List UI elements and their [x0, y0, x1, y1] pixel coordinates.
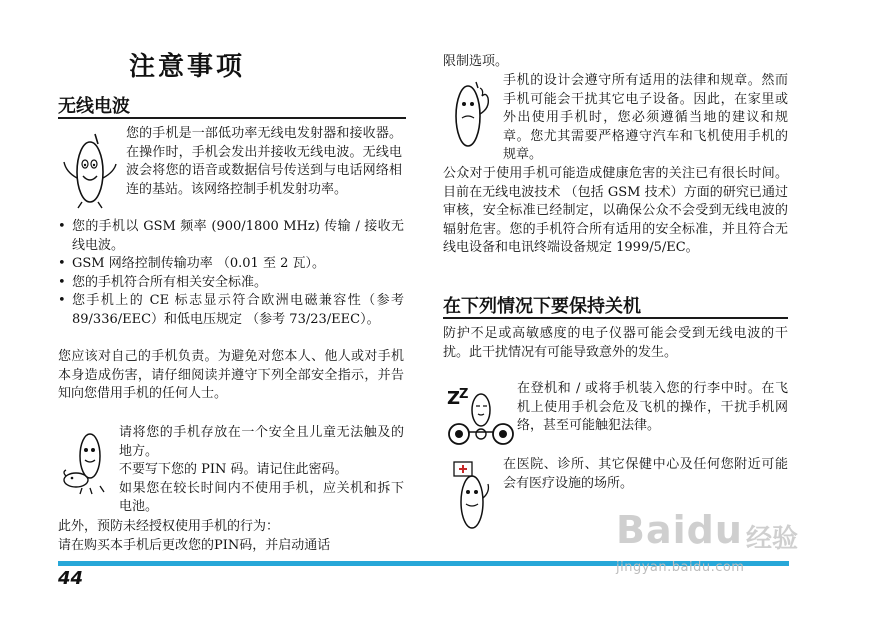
unauthorized-text: 此外，预防未经授权使用手机的行为：: [58, 519, 280, 534]
phone-mascot-icon: [60, 128, 122, 210]
list-item: • GSM 网络控制传输功率 （0.01 至 2 瓦）。: [58, 255, 404, 274]
section-rule: [443, 317, 788, 319]
storage-text: [119, 424, 404, 517]
pin-change-text: 请在购买本手机后更改您的PIN码，并启动通话: [58, 538, 331, 553]
section-rule: [58, 117, 406, 119]
watermark-brand: Bai: [616, 508, 687, 552]
design-text: 手机的设计会遵守所有适用的法律和规章。然而手机可能会干扰其它电子设备。因此，在家里或外出使用手机时，您必须遵循当地的建议和规章。您尤其需要严格遵守汽车和飞机使用手机的规章。: [503, 73, 788, 162]
svg-text:Z: Z: [447, 388, 461, 409]
storage-line-2: 不要写下您的 PIN 码。请记住此密码。: [119, 462, 348, 477]
continued-text: 限制选项。: [443, 54, 509, 69]
watermark-cn: 经验: [746, 524, 799, 554]
plane-text: 在登机和 / 或将手机装入您的行李中时。在飞机上使用手机会危及飞机的操作，干扰手机网络，甚至可能触犯法律。: [517, 381, 788, 433]
sleeping-plane-mascot-icon: [445, 382, 515, 450]
phone-medical-icon: [448, 458, 498, 534]
svg-text:Z: Z: [459, 387, 469, 402]
health-text: 公众对于使用手机可能造成健康危害的关注已有很长时间。目前在无线电波技术 （包括 GSM 技术）方面的研究已通过审核，安全标准已经制定，以确保公众不会受到无线电波的辐射危害。您的手机符合所有适用的安全标准，并且符合无线电设备和电讯终端设备规定 1999/5/EC。: [443, 166, 788, 255]
design-text-block: [443, 72, 788, 165]
hospital-text: 在医院、诊所、其它保健中心及任何您附近可能会有医疗设施的场所。: [503, 457, 788, 491]
list-item: • 您的手机符合所有相关安全标准。: [58, 274, 404, 293]
storage-line-3: 如果您在较长时间内不使用手机，应关机和拆下电池。: [119, 480, 404, 514]
phone-with-dog-icon: [60, 428, 116, 498]
radio-intro: 您的手机是一部低功率无线电发射器和接收器。在操作时，手机会发出并接收无线电波。无线电波会将您的语音或数据信号传送到与电话网络相连的基站。该网络控制手机发射功率。: [126, 126, 402, 197]
watermark-url: jingyan.baidu.com: [616, 560, 745, 575]
list-item: • 您手机上的 CE 标志显示符合欧洲电磁兼容性（参考 89/336/EEC）和低电压规定 （参考 73/23/EEC）。: [58, 292, 404, 329]
section-heading-switch-off: 在下列情况下要保持关机: [443, 296, 641, 317]
watermark-brand-du: du: [686, 508, 743, 552]
page-number: 44: [58, 568, 84, 589]
switch-off-intro: 防护不足或高敏感度的电子仪器可能会受到无线电波的干扰。此干扰情况有可能导致意外的发生。: [443, 326, 788, 360]
radio-bullet-list: [58, 218, 404, 329]
list-item: • 您的手机以 GSM 频率 (900/1800 MHz) 传输 / 接收无线电波。: [58, 218, 404, 255]
storage-line-1: 请将您的手机存放在一个安全且儿童无法触及的地方。: [119, 425, 404, 459]
baidu-jingyan-watermark: [616, 508, 816, 588]
page-title: 注意事项: [128, 52, 245, 82]
responsibility-text: 您应该对自己的手机负责。为避免对您本人、他人或对手机本身造成伤害，请仔细阅读并遵守下列全部安全指示，并告知向您借用手机的任何人士。: [58, 349, 404, 401]
section-heading-radio: 无线电波: [58, 96, 130, 117]
watermark-logo: [616, 508, 743, 552]
